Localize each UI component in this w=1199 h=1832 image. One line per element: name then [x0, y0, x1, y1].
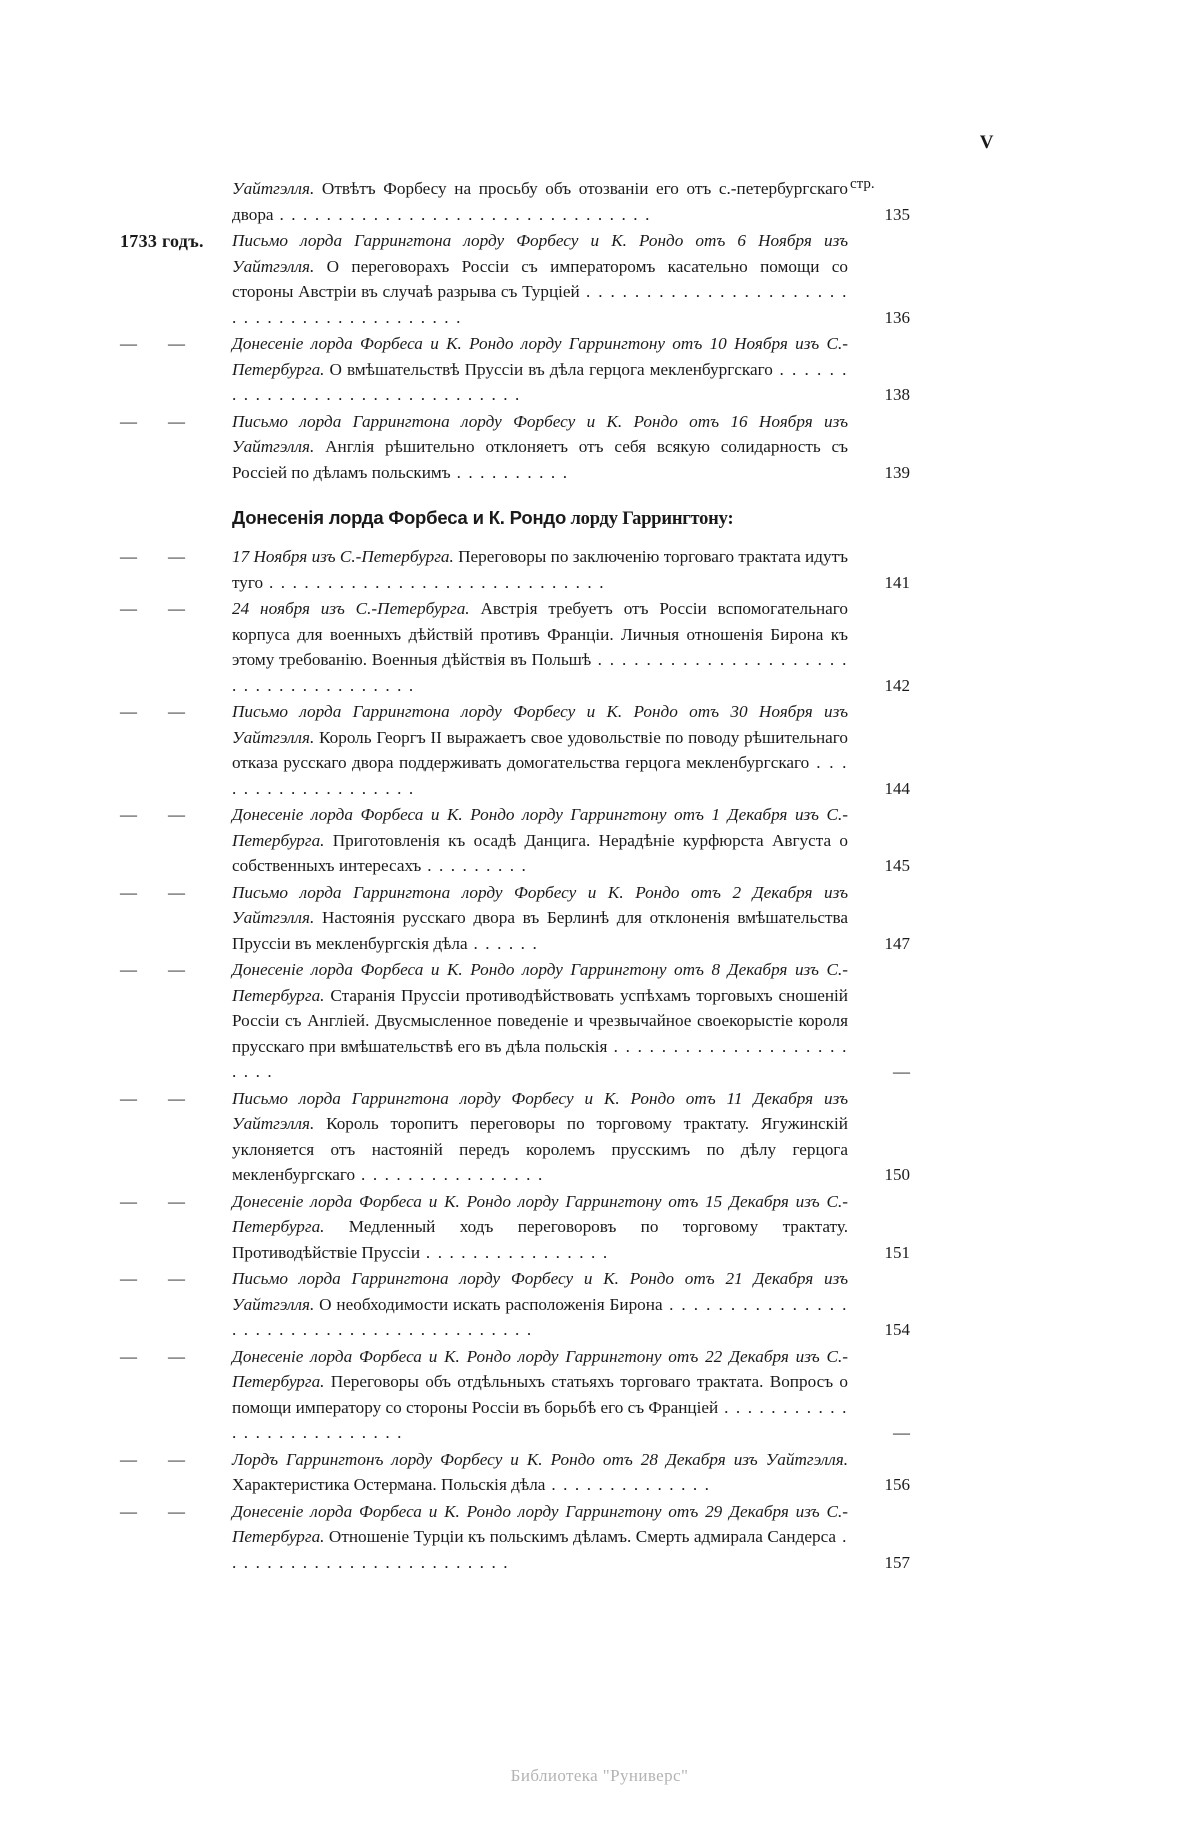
toc-entry-italic-lead: 24 ноября изъ С.-Петербурга.: [232, 599, 470, 618]
toc-entry-italic-lead: Донесеніе лорда Форбеса и К. Рондо лорду Гаррингтону отъ 22 Декабря изъ С.-Петербурга.: [232, 1346, 848, 1391]
toc-leader-dots: . . . . . . . . . . . . . . . . . . . . . . . . .: [232, 1527, 848, 1572]
toc-dash-marker: — —: [120, 547, 185, 566]
toc-dash-marker: — —: [120, 1501, 185, 1521]
toc-dash-marker: — —: [120, 1346, 185, 1366]
toc-entry-body: Медленный ходъ переговоровъ по торговому трактату. Противодѣйствіе Пруссіи: [232, 1217, 848, 1262]
toc-entry-page: 136: [884, 307, 910, 327]
toc-entry-body: Король торопитъ переговоры по торговому трактату. Ягужинскій уклоняется отъ настояній передъ королемъ прусскимъ по дѣлу герцога мекленбургскаго: [232, 1114, 848, 1184]
toc-entry[interactable]: [120, 228, 910, 330]
toc-entry-text: [232, 228, 910, 330]
toc-entry[interactable]: [120, 331, 910, 408]
toc-leader-dots: . . . . . . . . . . . . . .: [545, 1475, 711, 1494]
toc-entry-italic-lead: Письмо лорда Гаррингтона лорду Форбесу и К. Рондо отъ 21 Декабря изъ Уайтгэлля.: [232, 1269, 848, 1314]
toc-entry-page: 144: [884, 778, 910, 798]
toc-entry-body: Король Георгъ II выражаетъ свое удовольствіе по поводу рѣшительнаго отказа русскаго двора поддерживать домогательства герцога мекленбургскаго: [232, 727, 848, 772]
toc-entry-text: [232, 176, 910, 227]
toc-entry-italic-lead: Письмо лорда Гаррингтона лорду Форбесу и К. Рондо отъ 30 Ноября изъ Уайтгэлля.: [232, 702, 848, 747]
toc-entry-text: [232, 596, 910, 698]
toc-entry-body: Приготовленія къ осадѣ Данцига. Нерадѣніе курфюрста Августа о собственныхъ интересахъ: [232, 830, 848, 875]
section-heading-bold: Донесенія лорда Форбеса и К. Рондо: [232, 507, 567, 528]
toc-entry-text: [232, 1447, 910, 1498]
toc-entry-page: 138: [884, 385, 910, 404]
toc-entry-body: Переговоры по заключенію торговаго трактата идутъ туго: [232, 547, 848, 592]
toc-dash-marker: — —: [120, 599, 185, 618]
toc-entry[interactable]: [120, 176, 910, 227]
toc-content: [120, 176, 910, 1576]
toc-dash-marker: — —: [120, 334, 185, 353]
section-heading: [232, 507, 910, 530]
toc-entry-page: 139: [884, 462, 910, 482]
toc-entry-italic-lead: Донесеніе лорда Форбеса и К. Рондо лорду Гаррингтону отъ 29 Декабря изъ С.-Петербурга.: [232, 1501, 848, 1546]
toc-entry-body: Старанія Пруссіи противодѣйствовать успѣхамъ торговыхъ сношеній Россіи съ Англіей. Двусмысленное поведеніе и чрезвычайное своекорыстіе короля прусскаго при вмѣшательствѣ его въ дѣла польскія: [232, 985, 848, 1056]
toc-entry-text: [232, 1086, 910, 1188]
toc-entry[interactable]: [120, 1086, 910, 1188]
toc-entry-body: Англія рѣшительно отклоняетъ отъ себя всякую солидарность съ Россіей по дѣламъ польскимъ: [232, 437, 848, 482]
toc-entry-text: [232, 1189, 910, 1266]
toc-entry[interactable]: [120, 1344, 910, 1446]
toc-leader-dots: . . . . . . . . . .: [450, 462, 569, 482]
toc-entry-page: 145: [884, 856, 910, 875]
toc-leader-dots: . . . . . . . . . . . . . . . .: [355, 1165, 544, 1184]
toc-entry-text: [232, 544, 910, 595]
library-watermark: Библиотека "Руниверс": [510, 1766, 689, 1785]
toc-entry-page: —: [893, 1423, 910, 1442]
toc-entry[interactable]: [120, 409, 910, 486]
toc-entry-text: [232, 880, 910, 957]
toc-entry-text: [232, 802, 910, 879]
folio-number: V: [979, 132, 994, 153]
toc-leader-dots: . . . . . . . . . . . . . . . . . . .: [232, 753, 848, 798]
toc-entry-page: 142: [884, 675, 910, 695]
toc-entry[interactable]: [120, 699, 910, 801]
toc-entry-body: О необходимости искать расположенія Бирона: [314, 1294, 663, 1314]
toc-leader-dots: . . . . . . . . . . . . . . . . . . . . . . . . . . . . . . . . . . . . . . . . . .: [232, 282, 848, 327]
toc-leader-dots: . . . . . . . . . . . . . . . . . . . . . . . .: [232, 1036, 848, 1081]
toc-dash-marker: — —: [120, 960, 185, 979]
toc-leader-dots: . . . . . . . . . . . . . . . . . . . . . . . . . . . . . . . . . . . . . . . . .: [232, 1294, 849, 1339]
toc-entry-italic-lead: Письмо лорда Гаррингтона лорду Форбесу и К. Рондо отъ 16 Ноября изъ Уайтгэлля.: [232, 411, 848, 456]
toc-dash-marker: — —: [120, 1269, 185, 1288]
toc-entry[interactable]: [120, 544, 910, 595]
toc-entry-italic-lead: Донесеніе лорда Форбеса и К. Рондо лорду Гаррингтону отъ 8 Декабря изъ С.-Петербурга.: [232, 960, 848, 1005]
toc-entry-body: Австрія требуетъ отъ Россіи вспомогательнаго корпуса для военныхъ дѣйствій противъ Франціи. Личныя отношенія Бирона къ этому требованію. Военныя дѣйствія въ Польшѣ: [232, 599, 848, 669]
toc-dash-marker: — —: [120, 1449, 185, 1469]
toc-entry-page: 135: [884, 204, 910, 224]
toc-entry-italic-lead: Письмо лорда Гаррингтона лорду Форбесу и К. Рондо отъ 2 Декабря изъ Уайтгэлля.: [232, 882, 848, 927]
toc-dash-marker: — —: [120, 411, 185, 431]
toc-entry-page: 151: [884, 1242, 910, 1262]
toc-entry[interactable]: [120, 957, 910, 1085]
toc-entry-body: О вмѣшательствѣ Пруссіи въ дѣла герцога мекленбургскаго: [324, 359, 773, 379]
toc-entry-body: Отвѣтъ Форбесу на просьбу объ отозваніи его отъ с.-петербургскаго двора: [232, 179, 848, 224]
toc-leader-dots: . . . . . . . . . . . . . . . . . . . . . . . . . . . . . . . . . . . . .: [232, 650, 848, 695]
toc-entry[interactable]: [120, 802, 910, 879]
toc-entry-body: Характеристика Остермана. Польскія дѣла: [232, 1475, 546, 1494]
toc-entry-italic-lead: Уайтгэлля.: [232, 179, 315, 198]
toc-leader-dots: . . . . . . . . . . . . . . . . . . . . . . . . . . . . . . .: [232, 359, 848, 404]
toc-entry[interactable]: [120, 1266, 910, 1343]
toc-leader-dots: . . . . . . . . .: [421, 856, 528, 875]
toc-entry-body: Переговоры объ отдѣльныхъ статьяхъ торговаго трактата. Вопросъ о помощи императору со стороны Россіи въ борьбѣ его съ Франціей: [232, 1372, 848, 1417]
toc-entry[interactable]: [120, 880, 910, 957]
toc-leader-dots: . . . . . . . . . . . . . . . .: [420, 1242, 609, 1262]
toc-entry-italic-lead: Донесеніе лорда Форбеса и К. Рондо лорду Гаррингтону отъ 1 Декабря изъ С.-Петербурга.: [232, 805, 848, 850]
toc-entry-italic-lead: Донесеніе лорда Форбеса и К. Рондо лорду Гаррингтону отъ 15 Декабря изъ С.-Петербурга.: [232, 1191, 848, 1236]
toc-dash-marker: — —: [120, 1191, 185, 1211]
toc-year-label: 1733 годъ.: [120, 231, 204, 251]
toc-entry-text: [232, 699, 910, 801]
toc-entry-page: 154: [884, 1320, 910, 1339]
toc-entry[interactable]: [120, 596, 910, 698]
toc-entry-text: [232, 409, 910, 486]
toc-entry-text: [232, 1344, 910, 1446]
toc-entry-italic-lead: Лордъ Гаррингтонъ лорду Форбесу и К. Рондо отъ 28 Декабря изъ Уайтгэлля.: [232, 1449, 848, 1469]
toc-leader-dots: . . . . . . . . . . . . . . . . . . . . . . . . . . . . . . . .: [273, 204, 651, 224]
toc-entry-text: [232, 1266, 910, 1343]
toc-dash-marker: — —: [120, 702, 185, 721]
toc-entry-body: О переговорахъ Россіи съ императоромъ касательно помощи со стороны Австріи въ случаѣ разрыва съ Турціей: [232, 256, 848, 301]
toc-entry-italic-lead: 17 Ноября изъ С.-Петербурга.: [232, 547, 454, 566]
toc-entry[interactable]: [120, 1499, 910, 1576]
toc-entry-italic-lead: Письмо лорда Гаррингтона лорду Форбесу и К. Рондо отъ 11 Декабря изъ Уайтгэлля.: [232, 1088, 848, 1133]
toc-entry-page: 150: [884, 1165, 910, 1184]
toc-entry[interactable]: [120, 1189, 910, 1266]
toc-entry-italic-lead: Письмо лорда Гаррингтона лорду Форбесу и К. Рондо отъ 6 Ноября изъ Уайтгэлля.: [232, 231, 848, 276]
toc-entry-page: 141: [884, 572, 910, 592]
toc-entry-page: 157: [884, 1552, 910, 1572]
toc-entry-page: 147: [884, 933, 910, 953]
toc-entry-page: —: [893, 1062, 910, 1081]
toc-dash-marker: — —: [120, 1088, 185, 1108]
toc-dash-marker: — —: [120, 805, 185, 824]
toc-leader-dots: . . . . . . . . . . . . . . . . . . . . . . . . . . . . .: [263, 572, 606, 592]
toc-entry-body: Отношеніе Турціи къ польскимъ дѣламъ. Смерть адмирала Сандерса: [324, 1527, 837, 1546]
toc-dash-marker: — —: [120, 882, 185, 902]
toc-entry[interactable]: [120, 1447, 910, 1498]
toc-entry-text: [232, 957, 910, 1085]
toc-entry-body: Настоянія русскаго двора въ Берлинѣ для отклоненія вмѣшательства Пруссіи въ мекленбургскія дѣла: [232, 908, 848, 953]
toc-entry-page: 156: [884, 1475, 910, 1494]
toc-entry-text: [232, 331, 910, 408]
page-column-header: стр.: [850, 176, 875, 192]
toc-entry-text: [232, 1499, 910, 1576]
section-heading-rest: лорду Гаррингтону:: [566, 509, 734, 529]
toc-leader-dots: . . . . . . . . . . . . . . . . . . . . . . . . . .: [232, 1397, 848, 1442]
toc-entry-italic-lead: Донесеніе лорда Форбеса и К. Рондо лорду Гаррингтону отъ 10 Ноября изъ С.-Петербурга.: [232, 334, 848, 379]
toc-leader-dots: . . . . . .: [467, 933, 539, 953]
